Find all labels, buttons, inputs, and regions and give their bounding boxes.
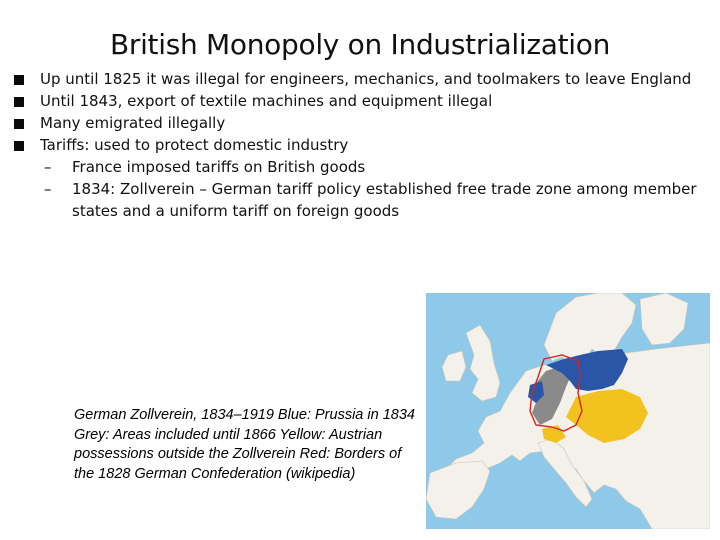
bullet-text: Tariffs: used to protect domestic industry bbox=[40, 136, 349, 154]
sub-bullet-item bbox=[14, 156, 714, 178]
dash-marker: – bbox=[44, 158, 52, 176]
bullet-item bbox=[14, 68, 714, 90]
map-caption: German Zollverein, 1834–1919 Blue: Prussia in 1834 Grey: Areas included until 1866 Yellow: Austrian possessions outside the Zollverein Red: Borders of the 1828 German Confederation (wikipedia) bbox=[74, 406, 420, 484]
bullet-text: Up until 1825 it was illegal for engineers, mechanics, and toolmakers to leave England bbox=[40, 70, 692, 88]
square-bullet-icon bbox=[14, 97, 24, 107]
bullet-text: Until 1843, export of textile machines and equipment illegal bbox=[40, 92, 493, 110]
square-bullet-icon bbox=[14, 119, 24, 129]
slide-title: British Monopoly on Industrialization bbox=[109, 28, 611, 61]
square-bullet-icon bbox=[14, 141, 24, 151]
bullet-list bbox=[14, 68, 714, 222]
bullet-text: Many emigrated illegally bbox=[40, 114, 226, 132]
dash-marker: – bbox=[44, 180, 52, 198]
zollverein-map bbox=[426, 293, 710, 529]
sub-bullet-item bbox=[14, 178, 714, 222]
sub-bullet-text: 1834: Zollverein – German tariff policy established free trade zone among member states and a uniform tariff on foreign goods bbox=[72, 180, 697, 220]
bullet-item bbox=[14, 112, 714, 134]
bullet-item bbox=[14, 134, 714, 156]
square-bullet-icon bbox=[14, 75, 24, 85]
bullet-item bbox=[14, 90, 714, 112]
sub-bullet-text: France imposed tariffs on British goods bbox=[72, 158, 366, 176]
